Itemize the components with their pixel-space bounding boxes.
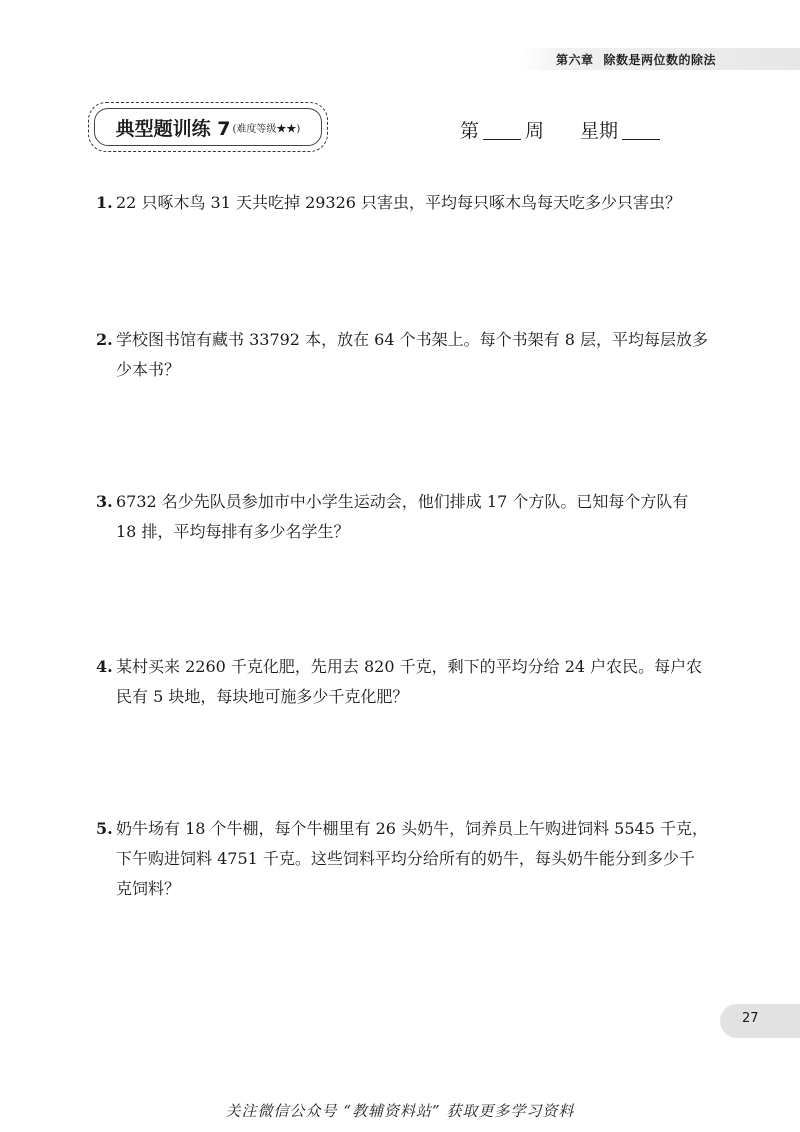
question-4 [96, 652, 708, 712]
question-number: 4. [96, 657, 113, 676]
question-text: 奶牛场有 18 个牛棚，每个牛棚里有 26 头奶牛，饲养员上午购进饲料 5545 千克，下午购进饲料 4751 千克。这些饲料平均分给所有的奶牛，每头奶牛能分到多少千克饲料？ [116, 819, 708, 898]
page-number: 27 [742, 1011, 759, 1026]
question-5 [96, 814, 708, 904]
chapter-title: 除数是两位数的除法 [603, 53, 717, 67]
question-text: 6732 名少先队员参加市中小学生运动会，他们排成 17 个方队。已知每个方队有 18 排，平均每排有多少名学生？ [116, 492, 689, 541]
question-number: 3. [96, 492, 113, 511]
question-3 [96, 487, 708, 547]
exercise-title-inner [94, 108, 322, 146]
difficulty-label: (难度等级★★) [232, 123, 301, 135]
exercise-title-box [88, 102, 328, 152]
question-number: 1. [96, 193, 113, 212]
question-1 [96, 188, 708, 218]
week-label: 周 [525, 120, 545, 142]
question-number: 2. [96, 330, 113, 349]
week-fill-line [460, 116, 660, 143]
weekday-label: 星期 [580, 120, 619, 142]
week-prefix: 第 [460, 120, 480, 142]
question-text: 某村买来 2260 千克化肥，先用去 820 千克，剩下的平均分给 24 户农民。每户农民有 5 块地，每块地可施多少千克化肥？ [116, 657, 703, 706]
footer-note: 关注微信公众号 “教辅资料站” 获取更多学习资料 [225, 1102, 575, 1120]
question-2 [96, 325, 708, 385]
chapter-header [556, 51, 716, 68]
question-text: 22 只啄木鸟 31 天共吃掉 29326 只害虫，平均每只啄木鸟每天吃多少只害虫？ [116, 193, 682, 212]
page-number-tab [720, 1004, 800, 1038]
question-text: 学校图书馆有藏书 33792 本，放在 64 个书架上。每个书架有 8 层，平均每层放多少本书？ [116, 330, 708, 379]
exercise-title: 典型题训练 7 [115, 117, 231, 140]
question-number: 5. [96, 819, 113, 838]
week-blank[interactable] [483, 139, 521, 140]
weekday-blank[interactable] [622, 139, 660, 140]
chapter-number: 第六章 [556, 53, 594, 67]
